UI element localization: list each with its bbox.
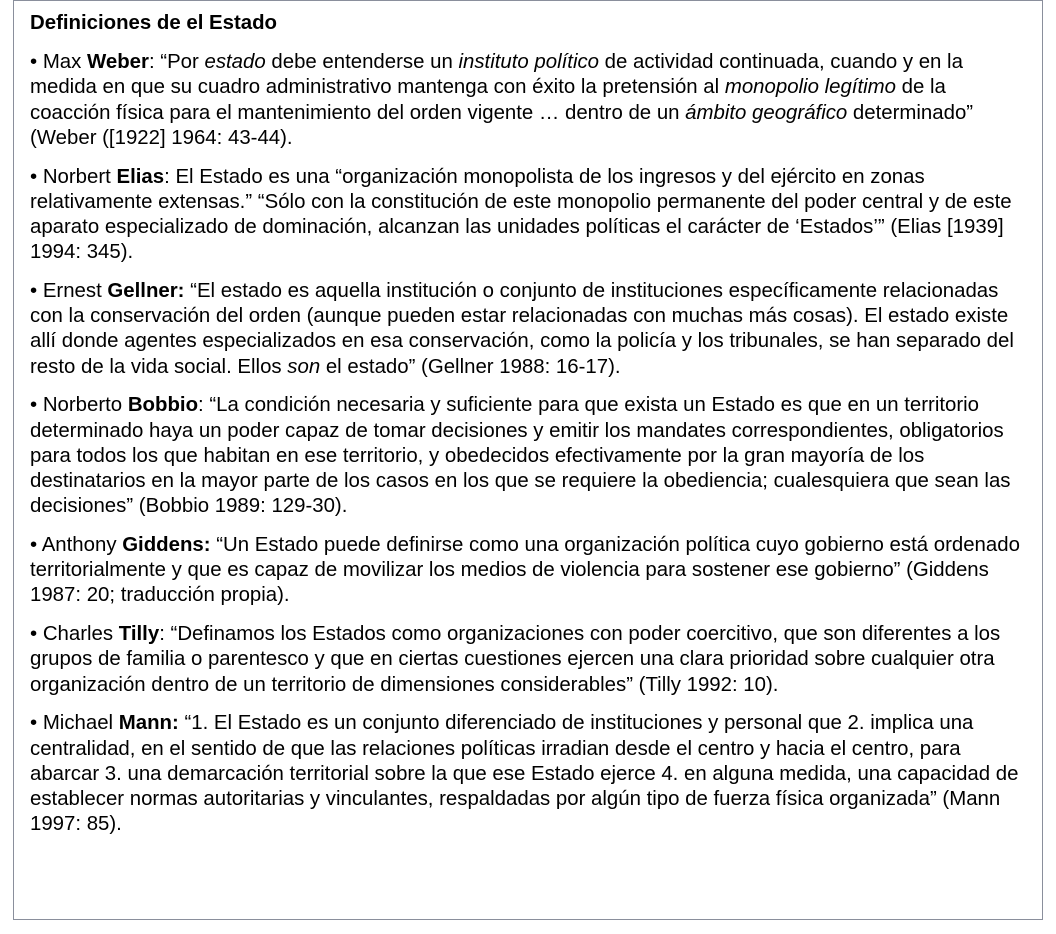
box-title: Definiciones de el Estado	[30, 12, 278, 34]
author-first-name: Michael	[42, 712, 119, 735]
quote-text: “Un Estado puede definirse como una organización política cuyo gobierno está ordenado territorialmente y que es capaz de movilizar los medios de violencia para sostener ese gobierno” (Giddens 1987: 20; traducción propia).	[30, 534, 1020, 607]
definition-entry	[30, 393, 1032, 519]
bullet-icon: •	[30, 623, 43, 646]
quote-text: “Por	[154, 51, 205, 74]
definitions-box	[13, 0, 1043, 920]
quote-text: El Estado es una “organización monopolista de los ingresos y del ejército en zonas relativamente extensas.” “Sólo con la constitución de este monopolio permanente del poder central y de este aparato especializado de dominación, alcanzan las unidades políticas el carácter de ‘Estados’” (Elias [1939] 1994: 345).	[30, 165, 1012, 264]
quote-italic-text: instituto político	[458, 51, 600, 74]
author-surname: Tilly	[118, 623, 160, 646]
author-separator: :	[159, 623, 165, 646]
author-separator: :	[148, 51, 155, 74]
definition-entry	[30, 622, 1032, 698]
author-first-name: Norberto	[42, 394, 128, 417]
quote-text: de la coacción física para el mantenimiento del orden vigente … dentro de un	[30, 76, 946, 124]
quote-italic-text: ámbito geográfico	[685, 101, 848, 124]
quote-text: “1. El Estado es un conjunto diferenciado de instituciones y personal que 2. implica una centralidad, en el sentido de que las relaciones políticas irradian desde el centro y hacia el centro, para abarcar 3. una demarcación territorial sobre la que ese Estado ejerce 4. en alguna medida, una capacidad de establecer normas autoritarias y vinculantes, respaldadas por algún tipo de fuerza física organizada” (Mann 1997: 85).	[30, 712, 1019, 836]
bullet-icon: •	[30, 280, 43, 303]
author-surname: Mann:	[118, 712, 179, 735]
bullet-icon: •	[30, 51, 43, 74]
quote-text: de actividad continuada, cuando y en la medida en que su cuadro administrativo mantenga con éxito la pretensión al	[30, 51, 963, 99]
author-first-name: Max	[42, 51, 87, 74]
quote-text: “El estado es aquella institución o conjunto de instituciones específicamente relacionadas con la conservación del orden (aunque pueden estar relacionadas con muchas más cosas). El estado existe allí donde agentes especializados en esa conservación, como la policía y los tribunales, se han separado del resto de la vida social. Ellos	[30, 280, 1014, 378]
author-first-name: Ernest	[42, 280, 108, 303]
quote-text: debe entenderse un	[265, 51, 459, 74]
definition-entry	[30, 533, 1032, 609]
author-surname: Weber	[87, 51, 149, 74]
bullet-icon: •	[30, 165, 43, 188]
quote-text: el estado” (Gellner 1988: 16-17).	[320, 355, 621, 378]
quote-italic-text: son	[287, 355, 321, 378]
quote-italic-text: estado	[204, 51, 266, 74]
author-separator: :	[198, 394, 204, 417]
author-surname: Giddens:	[122, 534, 211, 557]
definition-entry	[30, 165, 1032, 266]
definition-entry	[30, 279, 1032, 380]
bullet-icon: •	[30, 712, 43, 735]
quote-text: “Definamos los Estados como organizaciones con poder coercitivo, que son diferentes a los grupos de familia o parentesco y que en ciertas cuestiones ejercen una clara prioridad sobre cualquier otra organización dentro de un territorio de dimensiones considerables” (Tilly 1992: 10).	[30, 623, 1001, 696]
author-surname: Gellner:	[107, 280, 185, 303]
bullet-icon: •	[30, 534, 42, 557]
author-surname: Elias	[116, 165, 165, 188]
definition-entry	[30, 50, 1032, 151]
author-surname: Bobbio	[127, 394, 199, 417]
author-first-name: Charles	[42, 623, 119, 646]
quote-text: determinado” (Weber ([1922] 1964: 43-44).	[30, 101, 974, 149]
author-first-name: Norbert	[42, 165, 117, 188]
quote-italic-text: monopolio legítimo	[724, 76, 896, 99]
quote-text: “La condición necesaria y suficiente para que exista un Estado es que en un territorio determinado haya un poder capaz de tomar decisiones y emitir los mandates correspondientes, obligatorios para todos los que habitan en ese territorio, y obedecidos efectivamente por la gran mayoría de los destinatarios en la mayor parte de los casos en los que se requiere la obediencia; cualesquiera que sean las decisiones” (Bobbio 1989: 129-30).	[30, 394, 1011, 518]
author-separator: :	[164, 165, 170, 188]
definition-entry	[30, 711, 1032, 837]
entries-list	[30, 50, 1032, 837]
author-first-name: Anthony	[41, 534, 123, 557]
bullet-icon: •	[30, 394, 43, 417]
